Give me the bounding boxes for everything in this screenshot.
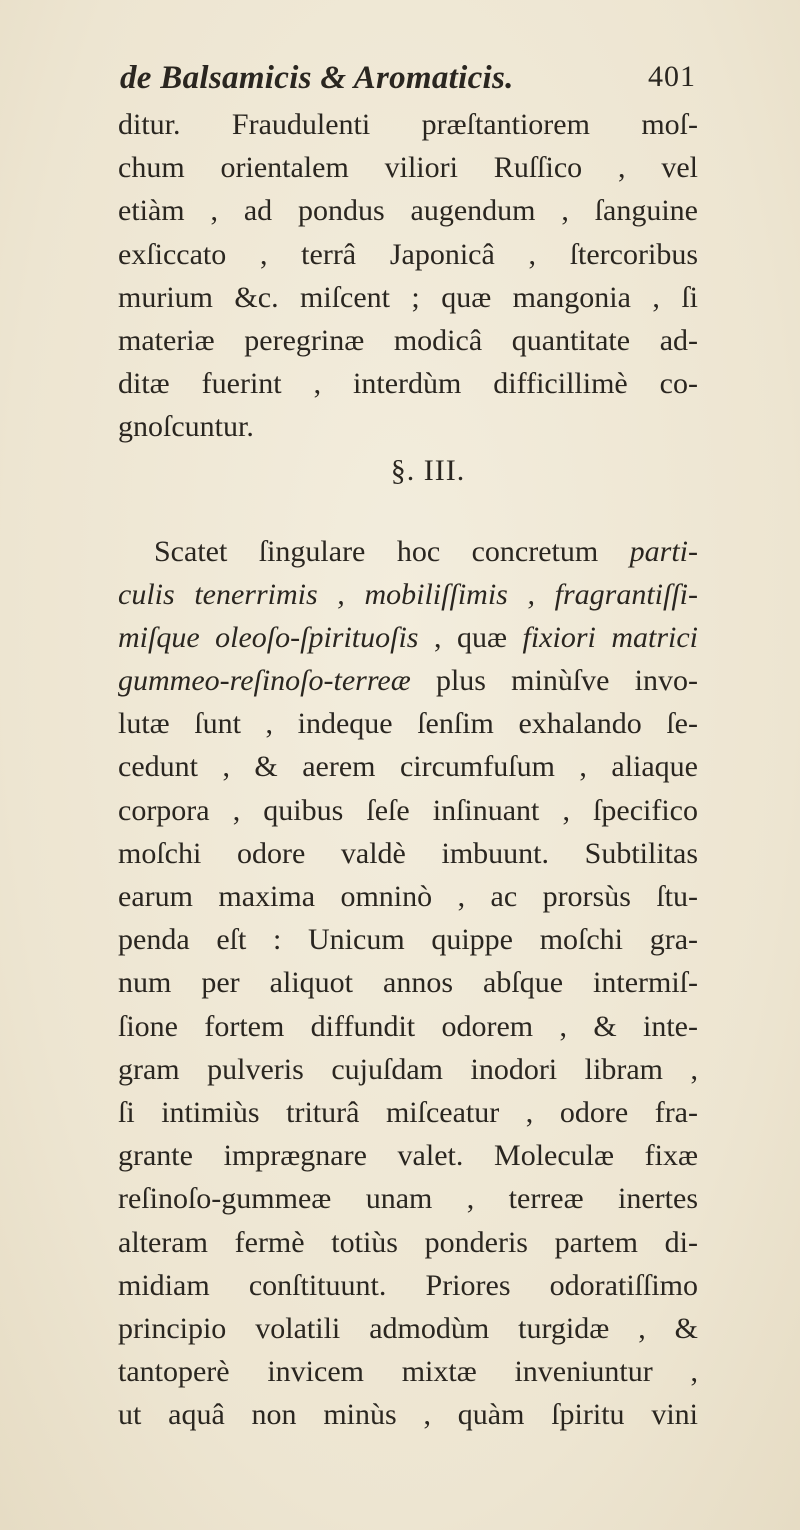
text-line: midiam conſtituunt. Priores odoratiſſimo <box>118 1268 698 1302</box>
text-run: Scatet ſingulare hoc concretum <box>154 534 630 568</box>
text-line: reſinoſo-gummeæ unam , terreæ inertes <box>118 1182 698 1216</box>
text-run: , quæ <box>418 620 523 654</box>
italic-run: miſque oleoſo-ſpirituoſis <box>118 620 419 654</box>
text-line: lutæ ſunt , indeque ſenſim exhalando ſe- <box>118 707 698 741</box>
text-line: num per aliquot annos abſque intermiſ- <box>118 966 698 1000</box>
text-line: culis tenerrimis , mobiliſſimis , fragrantiſſi- <box>118 577 698 611</box>
text-line: ſione fortem diffundit odorem , & inte- <box>118 1009 698 1043</box>
text-line: ut aquâ non minùs , quàm ſpiritu vini <box>118 1398 698 1432</box>
text-line <box>118 530 698 573</box>
text-line: exſiccato , terrâ Japonicâ , ſtercoribus <box>118 237 698 271</box>
text-line <box>118 616 698 659</box>
section-gap <box>118 492 698 530</box>
text-run: plus minùſve invo- <box>410 664 698 698</box>
text-line: corpora , quibus ſeſe inſinuant , ſpecifico <box>118 793 698 827</box>
page-header <box>118 60 696 100</box>
text-block <box>118 103 698 1436</box>
text-line: grante imprægnare valet. Moleculæ fixæ <box>118 1139 698 1173</box>
text-line: gram pulveris cujuſdam inodori libram , <box>118 1052 698 1086</box>
text-line: gnoſcuntur. <box>118 410 254 444</box>
text-line <box>118 659 698 702</box>
section-heading: §. III. <box>390 453 466 487</box>
italic-run: parti- <box>629 534 698 568</box>
text-line: principio volatili admodùm turgidæ , & <box>118 1311 698 1345</box>
italic-run: fixiori matrici <box>522 620 698 654</box>
text-line: ditur. Fraudulenti præſtantiorem moſ- <box>118 108 698 141</box>
text-line: etiàm , ad pondus augendum , ſanguine <box>118 194 698 228</box>
page-number: 401 <box>648 60 696 93</box>
text-line: penda eſt : Unicum quippe moſchi gra- <box>118 923 698 957</box>
running-head: de Balsamicis & Aromaticis. <box>120 60 514 96</box>
italic-run: gummeo-reſinoſo-terreæ <box>118 664 411 698</box>
text-line: ſi intimiùs triturâ miſceatur , odore fra- <box>118 1095 698 1129</box>
text-line: chum orientalem viliori Ruſſico , vel <box>118 151 698 185</box>
text-line: tantoperè invicem mixtæ inveniuntur , <box>118 1355 698 1389</box>
text-line: earum maxima omninò , ac prorsùs ſtu- <box>118 880 698 913</box>
text-line: cedunt , & aerem circumfuſum , aliaque <box>118 750 698 784</box>
text-line: moſchi odore valdè imbuunt. Subtilitas <box>118 836 698 870</box>
text-line: ditæ fuerint , interdùm difficillimè co- <box>118 367 698 401</box>
text-line: murium &c. miſcent ; quæ mangonia , ſi <box>118 280 698 314</box>
text-line: alteram fermè totiùs ponderis partem di- <box>118 1225 698 1259</box>
text-line: materiæ peregrinæ modicâ quantitate ad- <box>118 323 698 357</box>
